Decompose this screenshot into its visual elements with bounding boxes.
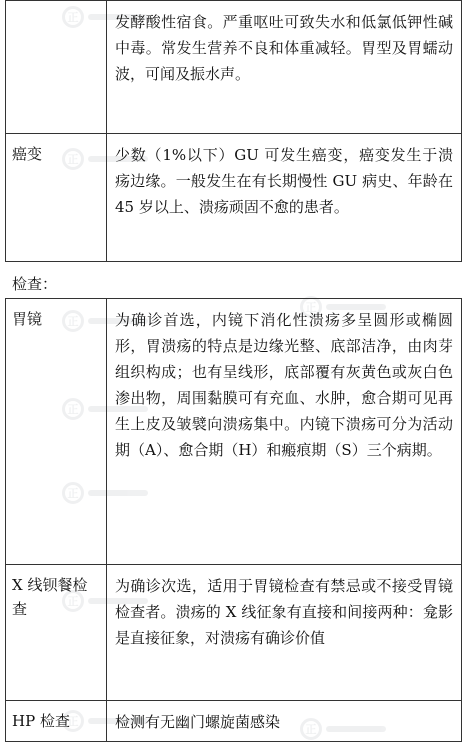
table-row — [6, 134, 462, 262]
row-label — [6, 1, 107, 134]
row-label: X 线钡餐检查 — [6, 565, 107, 701]
watermark-logo: 正 — [62, 148, 148, 170]
section-title: 检查： — [12, 275, 58, 293]
row-label: HP 检查 — [6, 701, 107, 742]
watermark-logo: 正 — [300, 296, 386, 318]
table-row — [6, 299, 462, 565]
table-row — [6, 701, 462, 742]
row-label: 癌变 — [6, 134, 107, 262]
watermark-logo: 正 — [62, 398, 148, 420]
watermark-logo: 正 — [62, 710, 148, 732]
watermark-logo: 正 — [62, 310, 148, 332]
row-content: 为确诊次选，适用于胃镜检查有禁忌或不接受胃镜检查者。溃疡的 X 线征象有直接和间接两种：龛影是直接征象，对溃疡有确诊价值 — [107, 565, 462, 701]
row-label: 胃镜 — [6, 299, 107, 565]
row-content: 检测有无幽门螺旋菌感染 — [107, 701, 462, 742]
symptom-table — [5, 0, 462, 262]
watermark-logo: 正 — [300, 718, 386, 740]
row-content: 发酵酸性宿食。严重呕吐可致失水和低氯低钾性碱中毒。常发生营养不良和体重减轻。胃型及胃蠕动波，可闻及振水声。 — [107, 1, 462, 134]
row-content: 为确诊首选，内镜下消化性溃疡多呈圆形或椭圆形，胃溃疡的特点是边缘光整、底部洁净，由肉芽组织构成；也有呈线形，底部覆有灰黄色或灰白色渗出物，周围黏膜可有充血、水肿，愈合期可见再生上皮及皱襞向溃疡集中。内镜下溃疡可分为活动期（A）、愈合期（H）和瘢痕期（S）三个病期。 — [107, 299, 462, 565]
row-content: 少数（1%以下）GU 可发生癌变，癌变发生于溃疡边缘。一般发生在有长期慢性 GU 病史、年龄在 45 岁以上、溃疡顽固不愈的患者。 — [107, 134, 462, 262]
watermark-logo: 正 — [62, 6, 148, 28]
exam-table — [5, 298, 462, 742]
table-row — [6, 1, 462, 134]
watermark-logo: 正 — [62, 590, 148, 612]
watermark-logo: 正 — [62, 482, 148, 504]
table-row — [6, 565, 462, 701]
